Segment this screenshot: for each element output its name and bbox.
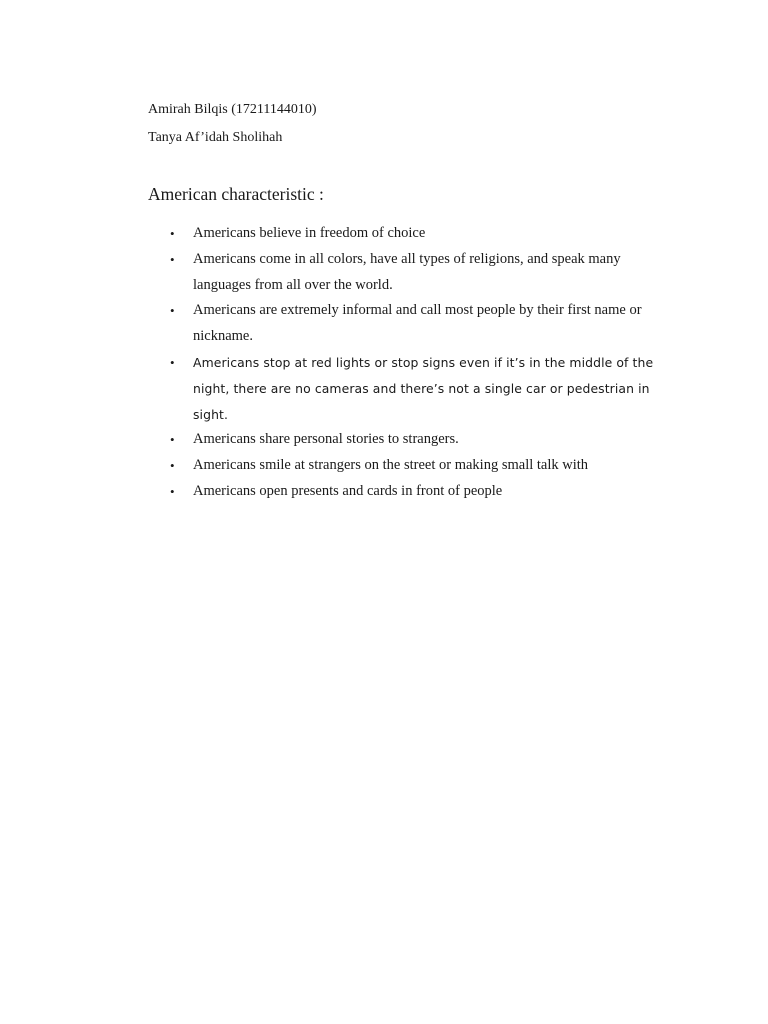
bullet-icon: • [170,458,175,474]
list-item [166,298,666,350]
bullet-icon: • [170,226,175,241]
list-item-text: Americans believe in freedom of choice [193,225,426,241]
list-item [166,453,666,479]
bullet-icon: • [170,483,175,499]
list-item-text: Americans stop at red lights or stop signs even if it’s in the middle of the night, there are no cameras and there’s not a single car or pedestrian in sight. [193,354,654,422]
bullet-icon: • [170,251,175,267]
author-name: Amirah Bilqis (17211144010) [148,102,317,117]
list-item [166,479,666,505]
list-item-text: Americans come in all colors, have all types of religions, and speak many languages from all over the world. [193,250,621,293]
list-item-text: Americans are extremely informal and call most people by their first name or nickname. [193,302,642,345]
author-name: Tanya Af’idah Sholihah [148,130,283,145]
list-item-text: Americans share personal stories to strangers. [193,431,459,448]
characteristics-list [166,221,666,505]
bullet-icon: • [170,354,175,370]
list-item-text: Americans open presents and cards in front of people [193,482,503,499]
list-item-text: Americans smile at strangers on the street or making small talk with [193,457,589,474]
list-item [166,350,666,427]
list-item [166,247,666,299]
section-heading: American characteristic : [148,184,324,204]
bullet-icon: • [170,303,175,319]
list-item [166,427,666,453]
bullet-icon: • [170,432,175,448]
list-item [166,221,666,247]
author-block [148,101,317,157]
